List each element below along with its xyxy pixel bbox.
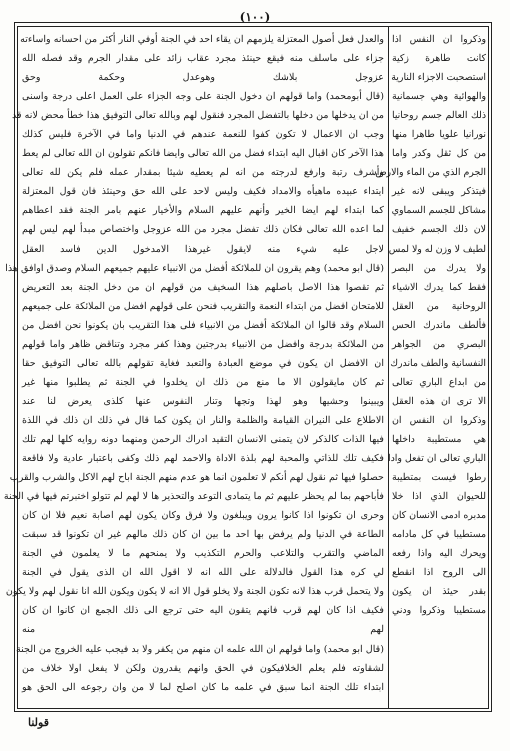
text-line: لاجل عليه شيء منه لايقول غيرهذا الامدخول الدين فاسد العقل: [22, 243, 384, 255]
text-line: ان الافضل ان يكون في موضع العبادة والتعبد فغاية تقولهم بالله تعالى التوفيق حقا: [22, 357, 384, 369]
margin-line: استصحبت الاجزاء النارية: [391, 72, 486, 84]
margin-line: فقط كما يدرك الاشياء: [392, 281, 486, 293]
margin-line: مستطيبا وذكروا ودني: [392, 605, 486, 617]
margin-line: البصري من الجواهر: [392, 338, 486, 350]
text-line: من الملائكة بدرجة وافضل من الانبياء بدرجتين وهذا كفر مجرد وتناقض ظاهر واما قولهم: [22, 338, 384, 350]
margin-line: ذلك العالم جسم روحانيا: [392, 110, 486, 122]
margin-line: من كل ثقل وكدر واما: [392, 148, 486, 160]
margin-line: مدبره ادمى الانسان كان: [391, 510, 486, 522]
margin-line: مستطيبا في كل مادامه: [392, 529, 486, 541]
column-divider: [388, 26, 389, 709]
margin-line: ويحرك اليه واذا رفعه: [392, 548, 486, 560]
text-line: ثم كان مايقولون الا ما منع من ذلك ان يخلدوا في الجنة ثم يطلبوا منها غير: [22, 376, 384, 388]
text-line: وأشرف رتبة وارفع لدرجته من انه لم يعطيه شيئا بمقدار عمله فلم يكن لله تعالى: [22, 167, 384, 179]
margin-line: للحيوان الذي اذا خلا: [392, 491, 486, 503]
margin-line: والهوائية وهي جسمانية: [392, 91, 486, 103]
text-line: هذا الآخر كان اقبال اليه ابتداء فضل من الله تعالى وايضا فانكم تقولون ان الله تعالى لم يعط: [22, 148, 384, 160]
text-line: للامتحان افضل من ابتداء النعمة والتقريب فنحن على قولهم افضل من الملائكة على جميعهم: [22, 300, 384, 312]
margin-line: فيتذكر ويبقى لانه غير: [392, 186, 486, 198]
text-line: كما ابتداء لهم ايضا الخير وأنهم عليهم السلام والأخيار عنهم بامر الجنة فقد اعطاهم: [22, 205, 384, 217]
margin-line: الا ترى ان هذه العقل: [392, 395, 486, 407]
margin-line: لطيف لا وزن له ولا لمس: [388, 243, 486, 255]
text-line: (قال أبومحمد) واما قولهم ان دخول الجنة على وجه الجزاء على العمل اعلى درجة واسنى: [22, 91, 384, 103]
text-line: (قال ابو محمد) واما قولهم ان الله علمه ان منهم من يكفر ولا بد فيجب عليه الخروج من الجنة: [15, 643, 384, 655]
margin-line: لان ذلك الجسم خفيف: [392, 224, 486, 236]
text-line: وجب ان الاعمال لا تكون كفوا للنعمة عندهم في الدنيا واما في الآخرة فليس كذلك: [22, 129, 384, 141]
margin-line: الروحانية من العقل: [392, 300, 486, 312]
margin-line: فألطف ماندرك الحس: [392, 319, 486, 331]
margin-line: مشاكل للجسم السماوي: [391, 205, 486, 217]
margin-line: ولا يدرك من البصر: [392, 262, 486, 274]
text-line: جزاء على ماسلف منه فيقع حينئذ مجرد عقاب زائد على مقدار الجرم وقد فصله الله: [22, 53, 384, 65]
page-number: (١٠٠): [239, 10, 271, 24]
margin-line: الى الروح اذا انقطع: [392, 567, 486, 579]
text-line: الماضي والتقرب والتلاعب والحرم التكذيب ولا يمنحهم ما لا يعلمون في الجنة: [22, 548, 384, 560]
text-line: لي كره هذا القول فالدلالة على الله انه لا اقول الله ان الذى يقول في الجنة: [22, 567, 384, 579]
margin-line: نورانيا علويا طاهرا منها: [392, 129, 486, 141]
text-line: فأباحهم بما لم يحظر عليهم ثم ما يتمادى التوعد والتحذير ها لا لهم لم تتولو اختبرتم فيها في الجنة: [3, 491, 384, 503]
margin-line: كانت طاهرة زكية: [392, 53, 486, 65]
margin-line: الباري تعالى ان تفعل وادا: [388, 453, 486, 465]
text-line: ولا يتحمل قرب هذا لانه تكون الجنة ولا يخلو قول الا انه لا يكون ويكون الله انا نقول لهم ولا يكون: [5, 586, 384, 598]
text-line: فيها الذات كالذكر لان يتمنى الانسان التقيد ادراك الرحمن ومنهما دونه روايه كلها لهم تلك: [22, 433, 384, 445]
text-line: من ان يدخلها من دخلها بالتفضل المجرد فنقول لهم وبالله تعالى التوفيق هذا خطأ محض لانه قد: [11, 110, 384, 122]
margin-line: بقدر حيئذ ان يكون: [392, 586, 486, 598]
text-line: وحرى ان تكونوا اذا كانوا يرون ويبلغون ولا فرق وكان يكون لهم اصابة نعيم فلا ان كان: [22, 510, 384, 522]
text-line: ايتداء عبيده ماهيأه والامداد فكيف وليس لاحد على الله حق وحينئذ فان قول المعتزلة: [22, 186, 384, 198]
text-line: فكيف تلك للذاتي والمحبة لهم بلذة الاداة والاحمد لهم ذلك وكفى باعتبار عادية ولا فاقعة: [22, 453, 384, 465]
text-line: الاطلاع على النيران القيامة والظلمة والنار ان يكون كما قال في ذلك ان ذلك في اللذة: [22, 414, 384, 426]
text-line: لما اعده الله تعالى فكان ذلك تفضل مجرد من الله عزوجل واختصاص مبدأ لهم ليس لهم: [22, 224, 384, 236]
text-line: عزوجل بلاشك وهوعدل وحكمة وحق: [22, 72, 384, 84]
margin-line: النفسانية والطف ماندرك: [390, 357, 486, 369]
text-line: فكيف اذا كان لهم قرب فانهم يتقون اليه حتى ترجع الى ذلك الجمع ان كانوا ان كان: [22, 605, 384, 617]
text-line: ابتداء تلك الجنة انما سبق في علمه ما كان اصلح لما لا من وان رجوعه الى الحق هو: [22, 681, 384, 693]
text-line: لشقاوته فلم يعلم الخلافيكون في الحق وانهم يقدرون ولكن لا يفعل اولا خلاف من: [22, 662, 384, 674]
text-line: ثم تقصوا هذا الاصل باصلهم هذا السخيف من قولهم ان من دخل الجنة بعد التعريض: [22, 281, 384, 293]
text-line: السلام وقد قالوا ان الملائكة أفضل من الانبياء فلى هذا التقريب بان يكونوا نحن افضل من: [22, 319, 384, 331]
margin-line: هي مستطيبة داخلها: [392, 433, 486, 445]
text-line: حصلوا فيها ثم نقول لهم أنكم لا تعلمون انما هو عدم منهم الجنة اباح لهم الاكل والشرب والقرب: [9, 472, 384, 484]
margin-line: الجرم الذي من الماء والارض: [375, 167, 486, 179]
margin-commentary-column: [375, 30, 486, 706]
margin-line: من ابداع الباري تعالى: [392, 376, 486, 388]
main-text-column: [3, 30, 384, 706]
text-line: والعدل فعل أصول المعتزلة يلزمهم ان يقاء احد في الجنة أوفي النار أكثر من احسانه واساءته: [20, 34, 384, 45]
margin-line: رطوا فيست بمتطيبة: [392, 472, 486, 484]
text-line: ويبينوا وحشيها وهو لهذا وتجها وتنار النفوس عنها كلذى يعرض لنا عند: [22, 395, 384, 407]
text-line: لهم منه: [22, 624, 384, 636]
margin-line: وذكروا ان النفس اذا: [392, 34, 486, 45]
catchword: قولنا: [28, 716, 49, 729]
text-line: (قال ابو محمد) وهم يقرون ان للملائكة أفضل من الانبياء عليهم جميعهم السلام وصدق اوافق هذا: [5, 262, 384, 274]
text-line: الطاعة في الدنيا ولم يرفض بها احد ما بين ان كان ذلك مالهم غير ان تكونوا قد سبقت: [22, 529, 384, 541]
margin-line: وذكروا ان النفس ان: [392, 414, 486, 426]
